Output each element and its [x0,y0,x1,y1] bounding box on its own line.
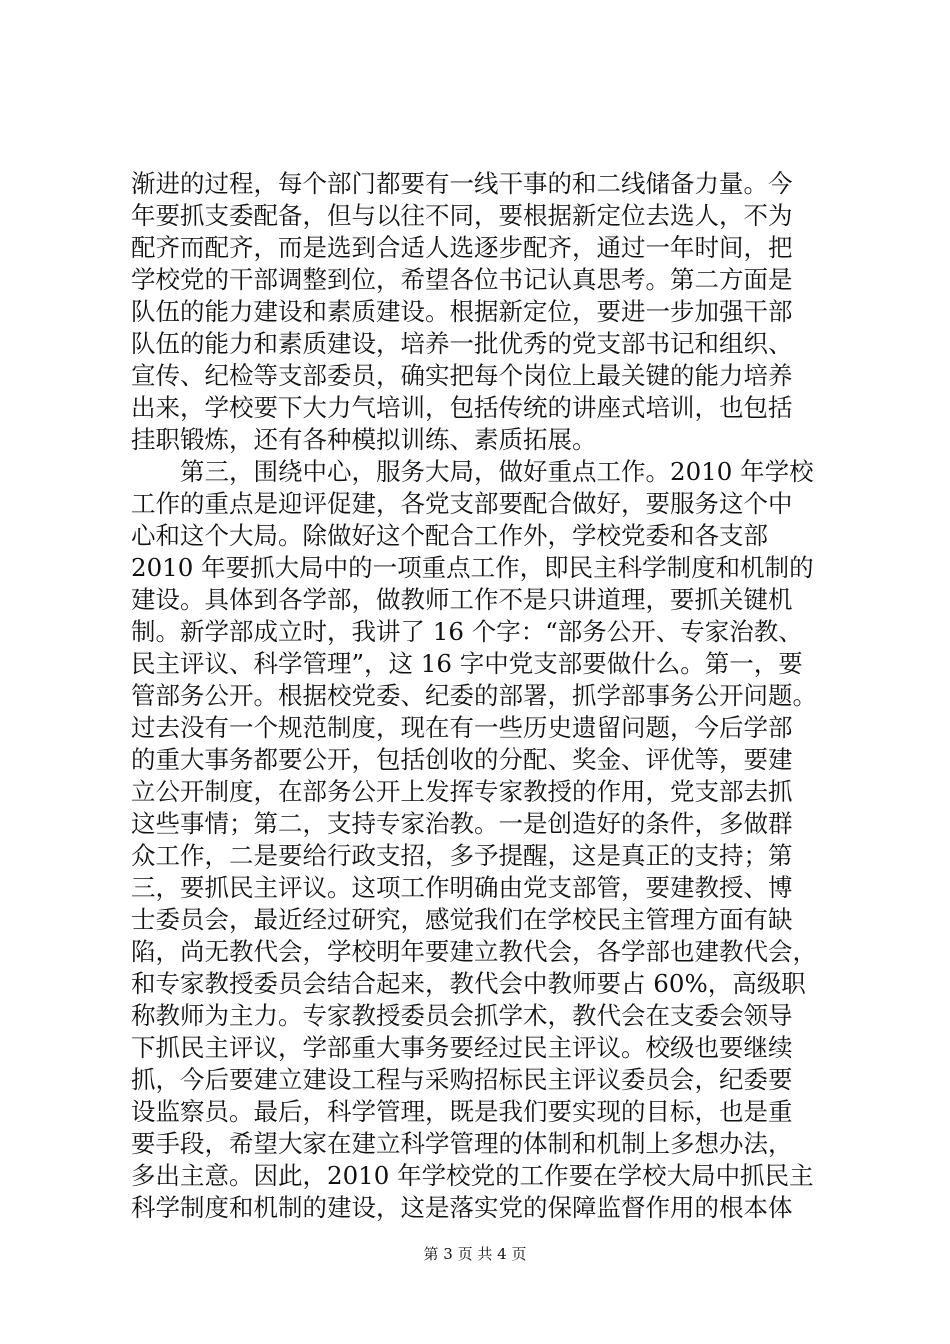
text-line: 学校党的干部调整到位，希望各位书记认真思考。第二方面是 [131,265,793,294]
text-line: 士委员会，最近经过研究，感觉我们在学校民主管理方面有缺 [131,905,793,934]
text-line: 挂职锻炼，还有各种模拟训练、素质拓展。 [131,425,597,454]
text-line: 2010 年要抓大局中的一项重点工作，即民主科学制度和机制的 [131,553,814,582]
text-line: 队伍的能力和素质建设，培养一批优秀的党支部书记和组织、 [131,329,793,358]
text-line: 过去没有一个规范制度，现在有一些历史遗留问题，今后学部 [131,713,793,742]
text-line: 和专家教授委员会结合起来，教代会中教师要占 60%，高级职 [131,969,806,998]
text-line: 管部务公开。根据校党委、纪委的部署，抓学部事务公开问题。 [131,681,817,710]
paragraph-start-line: 第三，围绕中心，服务大局，做好重点工作。2010 年学校 [180,457,814,486]
text-line: 要手段，希望大家在建立科学管理的体制和机制上多想办法， [131,1129,793,1158]
text-line: 年要抓支委配备，但与以往不同，要根据新定位去选人，不为 [131,201,793,230]
text-line: 建设。具体到各学部，做教师工作不是只讲道理，要抓关键机 [131,585,793,614]
text-line: 出来，学校要下大力气培训，包括传统的讲座式培训，也包括 [131,393,793,422]
text-line: 心和这个大局。除做好这个配合工作外，学校党委和各支部 [131,521,768,550]
text-line: 宣传、纪检等支部委员，确实把每个岗位上最关键的能力培养 [131,361,793,390]
text-line: 科学制度和机制的建设，这是落实党的保障监督作用的根本体 [131,1193,793,1222]
text-line: 民主评议、科学管理”，这 16 字中党支部要做什么。第一，要 [131,649,803,678]
text-line: 陷，尚无教代会，学校明年要建立教代会，各学部也建教代会， [131,937,817,966]
text-line: 众工作，二是要给行政支招，多予提醒，这是真正的支持；第 [131,841,793,870]
text-line: 称教师为主力。专家教授委员会抓学术，教代会在支委会领导 [131,1001,793,1030]
text-line: 配齐而配齐，而是选到合适人选逐步配齐，通过一年时间，把 [131,233,793,262]
text-line: 设监察员。最后，科学管理，既是我们要实现的目标，也是重 [131,1097,793,1126]
text-line: 立公开制度，在部务公开上发挥专家教授的作用，党支部去抓 [131,777,793,806]
text-line: 工作的重点是迎评促建，各党支部要配合做好，要服务这个中 [131,489,793,518]
text-line: 的重大事务都要公开，包括创收的分配、奖金、评优等，要建 [131,745,793,774]
text-line: 多出主意。因此，2010 年学校党的工作要在学校大局中抓民主 [131,1161,814,1190]
text-line: 渐进的过程，每个部门都要有一线干事的和二线储备力量。今 [131,169,793,198]
page-number-footer: 第 3 页 共 4 页 [423,1245,527,1263]
text-line: 队伍的能力建设和素质建设。根据新定位，要进一步加强干部 [131,297,793,326]
text-line: 这些事情；第二，支持专家治教。一是创造好的条件，多做群 [131,809,793,838]
text-line: 三，要抓民主评议。这项工作明确由党支部管，要建教授、博 [131,873,793,902]
text-line: 下抓民主评议，学部重大事务要经过民主评议。校级也要继续 [131,1033,793,1062]
text-line: 制。新学部成立时，我讲了 16 个字：“部务公开、专家治教、 [131,617,803,646]
text-line: 抓，今后要建立建设工程与采购招标民主评议委员会，纪委要 [131,1065,793,1094]
